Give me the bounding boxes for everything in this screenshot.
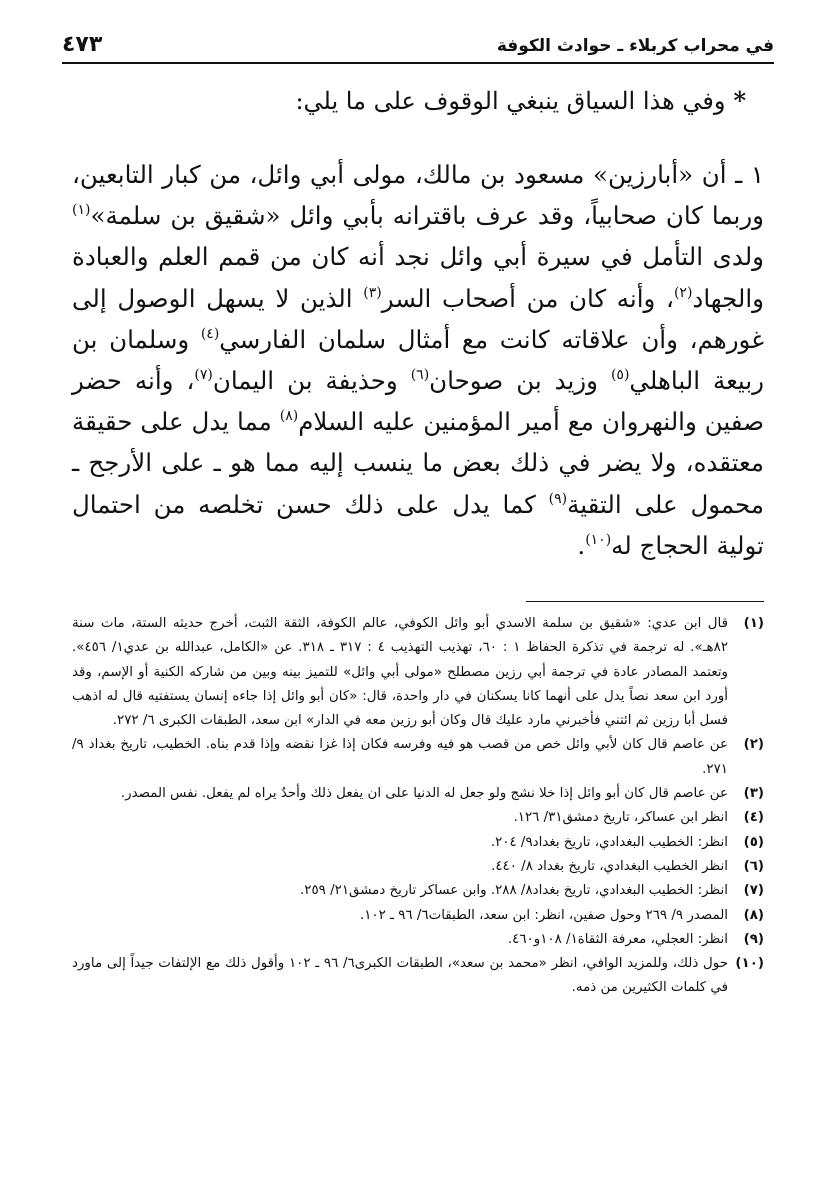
footnote-text: المصدر ٩/ ٢٦٩ وحول صفين، انظر: ابن سعد، الطبقات٦/ ٩٦ ـ ١٠٢. [359,907,728,923]
footnote-text: عن عاصم قال كان لأبي وائل خص من قصب هو فيه وفرسه فكان إذا غزا نقضه وإذا قدم بناه. الخطيب، تاريخ بغداد ٩/ ٢٧١. [72,737,728,777]
footnote-number: (٤) [743,810,764,826]
paragraph-segment: وسلمان بن ربيعة الباهلي [72,324,764,396]
footnote-separator [526,601,764,602]
footnote-ref[interactable]: (٥) [610,367,630,384]
paragraph-segment: ولدى التأمل في سيرة أبي وائل نجد أنه كان من قمم العلم والعبادة والجهاد [72,242,765,313]
footnote-text: عن عاصم قال كان أبو وائل إذا خلا نشج ولو جعل له الدنيا على ان يفعل ذلك وأحدٌ يراه لم يفعل. نفس المصدر. [120,786,728,802]
intro-line [90,84,746,118]
footnote-number: (١) [743,616,764,631]
footnote-item [72,952,764,1001]
footnote-item [72,831,764,855]
paragraph-segment: ، وأنه حضر صفين والنهروان مع أمير المؤمنين عليه السلام [72,366,764,437]
footnote-item [72,733,764,782]
footnote-text: انظر: العجلي، معرفة الثقاة١/ ١٠٨و٤٦٠. [507,931,728,947]
paragraph-segment: كما يدل على ذلك حسن تخلصه من احتمال تولية الحجاج له [72,489,764,560]
footnote-text: انظر: الخطيب البغدادي، تاريخ بغداد٨/ ٢٨٨. وابن عساكر تاريخ دمشق٢١/ ٢٥٩. [300,883,728,899]
footnote-text: انظر: الخطيب البغدادي، تاريخ بغداد٩/ ٢٠٤. [490,834,728,850]
intro-text: وفي هذا السياق ينبغي الوقوف على ما يلي: [295,87,726,115]
footnote-item [72,904,764,928]
footnote-ref[interactable]: (٩) [548,490,568,507]
paragraph-segment: . [577,530,586,560]
paragraph-segment: مما يدل على حقيقة معتقده، ولا يضر في ذلك بعض ما ينسب إليه مما هو ـ على الأرجح ـ محمول على التقية [72,407,764,519]
paragraph-segment: وحذيفة بن اليمان [212,366,411,396]
footnote-item [72,879,764,903]
footnote-ref[interactable]: (١٠) [585,531,612,548]
footnote-number: (٣) [743,786,764,802]
footnote-item [72,612,764,733]
footnote-item [72,928,764,952]
footnote-text: حول ذلك، وللمزيد الوافي، انظر «محمد بن سعد»، الطبقات الكبرى٦/ ٩٦ ـ ١٠٢ وأقول ذلك مع الإلتفات جيداً إلى ماورد في كلمات الكثيرين من ذمه. [72,956,728,996]
footnote-item [72,806,764,830]
running-header [62,32,774,64]
footnote-ref[interactable]: (٦) [410,367,430,384]
footnote-number: (٩) [743,931,764,947]
footnote-ref[interactable]: (٢) [673,284,693,301]
page-number: ٤٧٣ [62,32,103,57]
footnote-ref[interactable]: (٤) [200,325,220,342]
footnote-item [72,855,764,879]
footnote-number: (٢) [743,737,764,753]
main-paragraph [72,154,764,566]
footnotes [72,612,764,1001]
footnote-number: (٦) [743,858,764,874]
footnote-number: (٨) [743,907,764,923]
running-title: في محراب كربلاء ـ حوادث الكوفة [496,36,774,56]
footnote-number: (٧) [743,883,764,899]
footnote-ref[interactable]: (٨) [279,408,299,425]
footnote-text: انظر ابن عساكر، تاريخ دمشق٣١/ ١٢٦. [513,810,728,826]
asterisk-marker-icon: * [733,86,746,115]
paragraph-segment: ١ ـ أن «أبارزين» مسعود بن مالك، مولى أبي وائل، من كبار التابعين، وربما كان صحابياً، وقد عرف باقترانه بأبي وائل «شقيق بن سلمة» [72,160,764,231]
footnote-text: قال ابن عدي: «شقيق بن سلمة الاسدي أبو وائل الكوفي، عالم الكوفة، الثقة الثبت، أخرج حديثه الستة، مات سنة ٨٢هـ». له ترجمة في تذكرة الحفاظ ١ : ٦٠، تهذيب التهذيب ٤ : ٣١٧ ـ ٣١٨. عن «الكامل، عبدالله بن عدي١/ ٤٥٦». وتعتمد المصادر عادة في ترجمة أبي رزين مصطلح «مولى أبي وائل» للتميز بينه وبين من شاركه الكنية أو الإسم، وقد أورد ابن سعد نصاً يدل على أنهما كانا يسكنان في دار واحدة، قال: «كان أبو وائل إذا جاءه إنسان يستفتيه قال له اذهب فسل أبا رزين ثم ائتني فأخبرني مارد عليك قال وكان أبو رزين معه في الدار» ابن سعد، الطبقات الكبرى ٦/ ٢٧٢. [72,616,729,729]
footnote-ref[interactable]: (٣) [363,284,382,301]
paragraph-segment: ، وأنه كان من أصحاب السر [381,283,674,313]
footnote-text: انظر الخطيب البغدادي، تاريخ بغداد ٨/ ٤٤٠. [491,858,728,874]
paragraph-segment: وزيد بن صوحان [429,366,611,396]
footnote-number: (٥) [743,834,764,850]
footnote-number: (١٠) [735,956,764,972]
footnote-ref[interactable]: (٧) [194,367,213,384]
footnote-item [72,782,764,806]
footnote-ref[interactable]: (١) [72,202,91,219]
paragraph-segment: الذين لا يسهل الوصول إلى غورهم، وأن علاقاته كانت مع أمثال سلمان الفارسي [72,283,765,354]
